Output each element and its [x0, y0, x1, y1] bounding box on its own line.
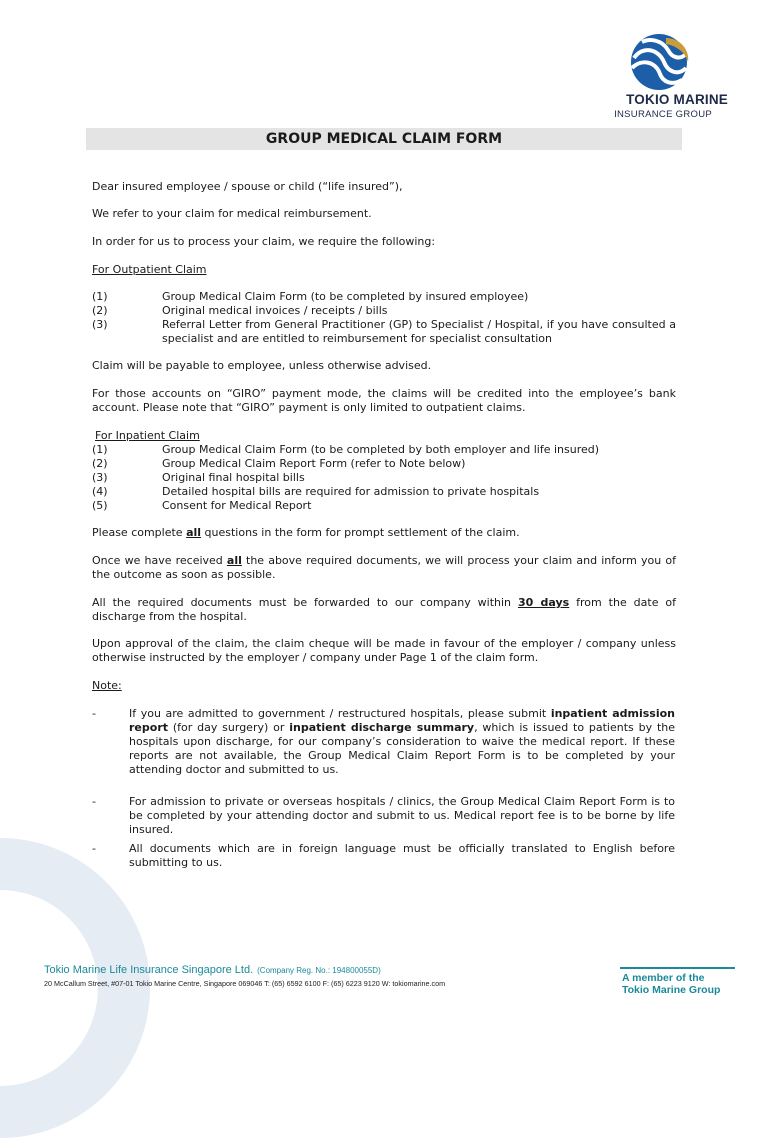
note-bullet: - [92, 707, 96, 720]
note-item: If you are admitted to government / restructured hospitals, please submit inpatient admission report (for day surgery) or inpatient discharge summary, which is issued to patients by the hospitals upon discharge, for our company’s consideration to waive the medical report. If these reports are not available, the Group Medical Claim Report Form is to be completed by your attending doctor and submitted to us. [129, 707, 675, 776]
complete-line: Please complete all questions in the form for prompt settlement of the claim. [92, 526, 520, 539]
require-line: In order for us to process your claim, we require the following: [92, 235, 436, 248]
inpatient-num: (4) [92, 485, 108, 498]
inpatient-item: Group Medical Claim Form (to be completed by both employer and life insured) [162, 443, 600, 456]
page-title: GROUP MEDICAL CLAIM FORM [86, 128, 682, 150]
member-line-1: A member of the [622, 972, 705, 984]
inpatient-num: (5) [92, 499, 108, 512]
tokio-marine-logo-icon [628, 32, 690, 92]
inpatient-num: (2) [92, 457, 108, 470]
note-item: All documents which are in foreign language must be officially translated to English before submitting to us. [129, 842, 675, 869]
note-item: For admission to private or overseas hospitals / clinics, the Group Medical Claim Report Form is to be completed by your attending doctor and submit to us. Medical report fee is to be borne by life insured. [129, 795, 675, 836]
giro-paragraph: For those accounts on “GIRO” payment mode, the claims will be credited into the employee’s bank account. Please note that “GIRO” payment is only limited to outpatient claims. [92, 387, 676, 414]
refer-line: We refer to your claim for medical reimbursement. [92, 207, 372, 220]
greeting: Dear insured employee / spouse or child (“life insured”), [92, 180, 403, 193]
emphasis-all: all [226, 554, 242, 567]
note-bullet: - [92, 795, 96, 808]
outpatient-num: (1) [92, 290, 108, 303]
inpatient-num: (1) [92, 443, 108, 456]
member-divider [620, 967, 735, 969]
inpatient-heading: For Inpatient Claim [95, 429, 200, 442]
footer-company: Tokio Marine Life Insurance Singapore Ltd. (Company Reg. No.: 194800055D) [44, 964, 381, 976]
payable-line: Claim will be payable to employee, unless otherwise advised. [92, 359, 432, 372]
inpatient-item: Detailed hospital bills are required for admission to private hospitals [162, 485, 540, 498]
outpatient-item: Original medical invoices / receipts / bills [162, 304, 388, 317]
outpatient-heading: For Outpatient Claim [92, 263, 207, 276]
received-paragraph: Once we have received all the above required documents, we will process your claim and inform you of the outcome as soon as possible. [92, 554, 676, 581]
emphasis-30-days: 30 days [517, 596, 570, 609]
brand-name: TOKIO MARINE [626, 92, 728, 107]
footer-reg: (Company Reg. No.: 194800055D) [257, 966, 381, 975]
outpatient-item: Referral Letter from General Practitioner (GP) to Specialist / Hospital, if you have consulted a specialist and are entitled to reimbursement for specialist consultation [162, 318, 676, 345]
inpatient-num: (3) [92, 471, 108, 484]
inpatient-item: Consent for Medical Report [162, 499, 312, 512]
note-heading: Note: [92, 679, 122, 692]
brand-group: INSURANCE GROUP [614, 109, 712, 120]
outpatient-num: (2) [92, 304, 108, 317]
inpatient-item: Original final hospital bills [162, 471, 305, 484]
inpatient-item: Group Medical Claim Report Form (refer to Note below) [162, 457, 466, 470]
forward-paragraph: All the required documents must be forwarded to our company within 30 days from the date of discharge from the hospital. [92, 596, 676, 623]
emphasis-all: all [186, 526, 202, 539]
footer-address: 20 McCallum Street, #07-01 Tokio Marine Centre, Singapore 069046 T: (65) 6592 6100 F: (65) 6223 9120 W: tokiomarine.com [44, 979, 446, 988]
member-line-2: Tokio Marine Group [622, 984, 721, 996]
approval-paragraph: Upon approval of the claim, the claim cheque will be made in favour of the employer / company unless otherwise instructed by the employer / company under Page 1 of the claim form. [92, 637, 676, 664]
note-bullet: - [92, 842, 96, 855]
outpatient-num: (3) [92, 318, 108, 331]
outpatient-item: Group Medical Claim Form (to be completed by insured employee) [162, 290, 529, 303]
